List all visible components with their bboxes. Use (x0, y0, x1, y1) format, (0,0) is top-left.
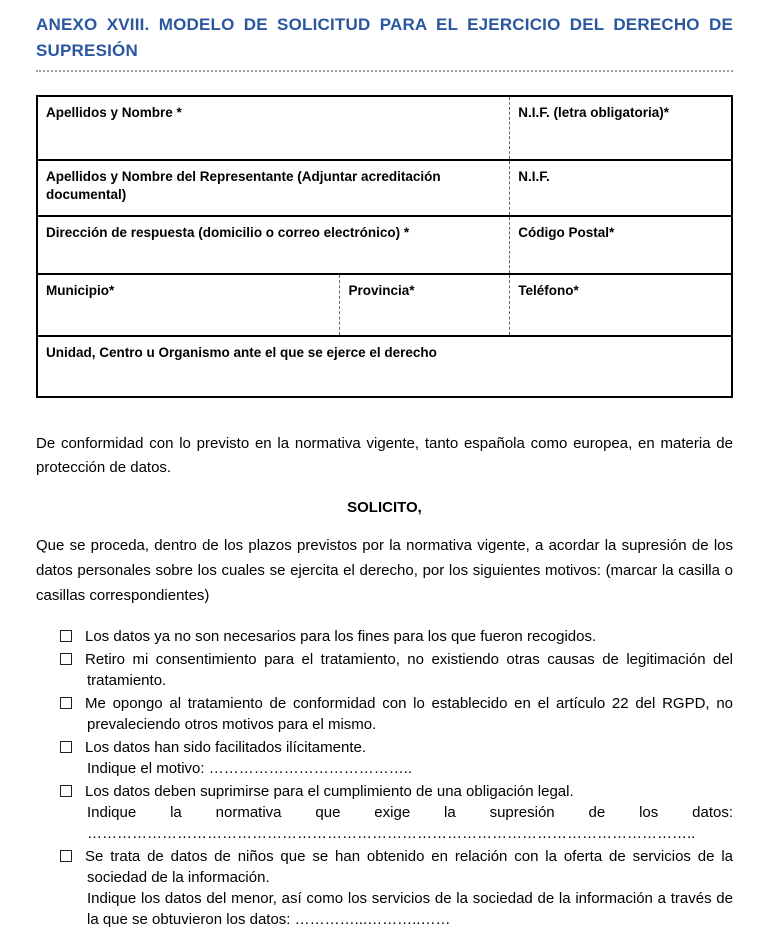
title-divider (36, 70, 733, 72)
table-row (38, 337, 731, 396)
field-municipio (38, 275, 339, 335)
table-row (38, 97, 731, 161)
checkbox-icon[interactable] (60, 653, 72, 665)
reason-item-1 (60, 626, 733, 647)
dotted-fill-line: ………………………………………………………………………………………………………….. (87, 825, 696, 842)
form-table (36, 95, 733, 398)
reason-item-6 (60, 846, 733, 930)
request-paragraph: Que se proceda, dentro de los plazos previstos por la normativa vigente, a acordar la supresión de los datos personales sobre los cuales se ejercita el derecho, por los siguientes motivos: (marcar la casilla o casillas correspondientes) (36, 537, 733, 604)
reason-item-5 (60, 781, 733, 844)
field-representante-label: Apellidos y Nombre del Representante (Adjuntar acreditación documental) (46, 169, 441, 202)
field-telefono-label: Teléfono* (518, 283, 579, 298)
table-row (38, 275, 731, 337)
table-row (38, 161, 731, 217)
checkbox-icon[interactable] (60, 741, 72, 753)
field-direccion-respuesta (38, 217, 509, 273)
reasons-checklist (36, 626, 733, 930)
reason-subline: Indique la normativa que exige la supresión de los datos: (87, 804, 733, 821)
field-apellidos-nombre-label: Apellidos y Nombre * (46, 105, 182, 120)
reason-subline: Indique los datos del menor, así como los servicios de la sociedad de la información a través de la que se obtuvieron los datos: …………...………..…… (87, 890, 733, 928)
intro-paragraph: De conformidad con lo previsto en la normativa vigente, tanto española como europea, en materia de protección de datos. (36, 435, 733, 476)
reason-item-3 (60, 693, 733, 735)
reason-text: Me opongo al tratamiento de conformidad con lo establecido en el artículo 22 del RGPD, no prevaleciendo otros motivos para el mismo. (85, 695, 733, 733)
solicito-heading: SOLICITO, (347, 499, 422, 516)
field-nif-label: N.I.F. (letra obligatoria)* (518, 105, 670, 120)
page-title (36, 12, 733, 64)
page-title-line1: ANEXO XVIII. MODELO DE SOLICITUD PARA EL EJERCICIO DEL DERECHO DE (36, 15, 733, 34)
field-apellidos-nombre (38, 97, 509, 159)
checkbox-icon[interactable] (60, 697, 72, 709)
field-nif-representante (509, 161, 731, 215)
field-codigo-postal (509, 217, 731, 273)
reason-text: Retiro mi consentimiento para el tratamiento, no existiendo otras causas de legitimación del tratamiento. (85, 651, 733, 689)
field-nif-representante-label: N.I.F. (518, 169, 550, 184)
reason-text: Los datos han sido facilitados ilícitamente. (85, 739, 366, 756)
field-representante (38, 161, 509, 215)
field-direccion-respuesta-label: Dirección de respuesta (domicilio o correo electrónico) * (46, 225, 410, 240)
field-nif (509, 97, 731, 159)
checkbox-icon[interactable] (60, 785, 72, 797)
field-unidad-organismo (38, 337, 731, 396)
field-telefono (509, 275, 731, 335)
checkbox-icon[interactable] (60, 630, 72, 642)
reason-text: Los datos deben suprimirse para el cumplimiento de una obligación legal. (85, 783, 574, 800)
reason-subline: Indique el motivo: ………………………………….. (87, 760, 413, 777)
checkbox-icon[interactable] (60, 850, 72, 862)
table-row (38, 217, 731, 275)
field-codigo-postal-label: Código Postal* (518, 225, 615, 240)
page-title-line2: SUPRESIÓN (36, 41, 138, 60)
field-municipio-label: Municipio* (46, 283, 115, 298)
reason-item-2 (60, 649, 733, 691)
reason-item-4 (60, 737, 733, 779)
field-provincia-label: Provincia* (348, 283, 415, 298)
reason-text: Se trata de datos de niños que se han obtenido en relación con la oferta de servicios de la sociedad de la información. (85, 848, 733, 886)
field-provincia (339, 275, 509, 335)
field-unidad-organismo-label: Unidad, Centro u Organismo ante el que se ejerce el derecho (46, 345, 437, 360)
reason-text: Los datos ya no son necesarios para los fines para los que fueron recogidos. (85, 628, 597, 645)
